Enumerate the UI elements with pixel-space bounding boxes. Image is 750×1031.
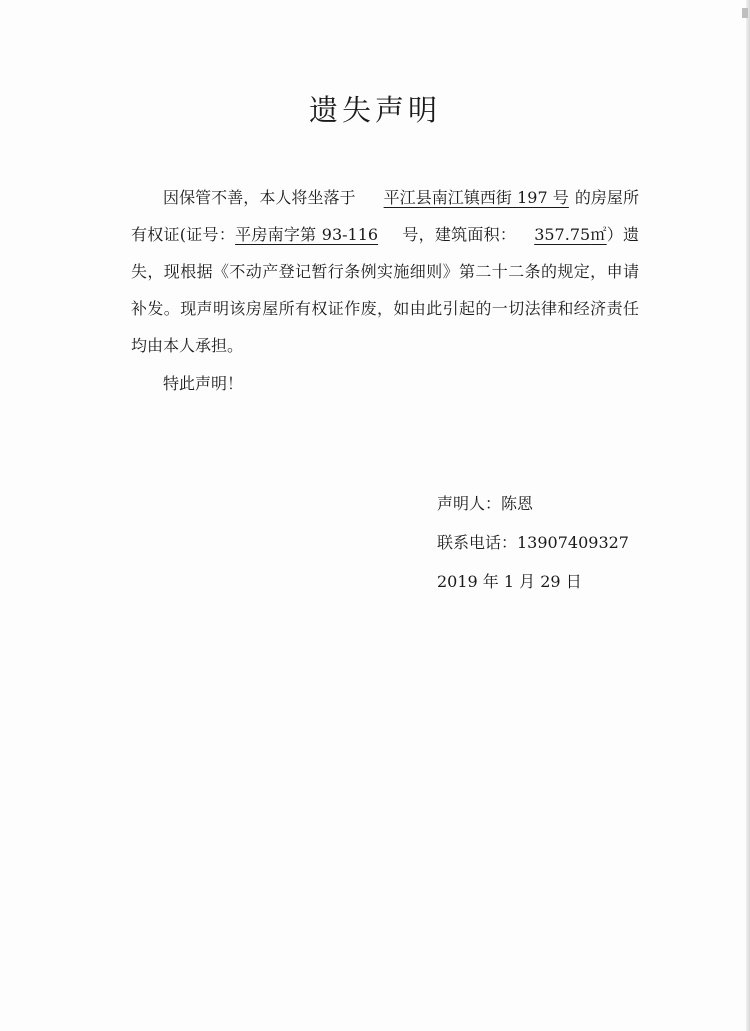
declaration-date: 2019 年 1 月 29 日 [437,572,582,591]
area-unit: ㎡ [590,225,607,244]
contact-phone: 联系电话：13907409327 [437,533,629,552]
certificate-number: 平房南字第 93-116 [235,225,379,244]
certificate-prefix: 的房屋所有权证(证号： [131,188,639,244]
declaration-paragraph [131,179,639,364]
scan-edge [746,0,750,1031]
document-title: 遗失声明 [308,93,441,127]
declaration-body: ）遗失，现根据《不动产登记暂行条例实施细则》第二十二条的规定，申请补发。现声明该房屋所有权证作废，如由此引起的一切法律和经济责任均由本人承担。 [131,225,639,355]
building-area: 357.75 [534,225,591,244]
special-statement: 特此声明！ [163,374,244,393]
property-address: 平江县南江镇西街 197 号 [383,188,569,207]
declarant-name: 声明人：陈恩 [437,494,534,513]
scan-mark [742,8,748,18]
certificate-suffix: 号，建筑面积： [402,225,517,244]
intro-text: 因保管不善，本人将坐落于 [163,188,356,207]
